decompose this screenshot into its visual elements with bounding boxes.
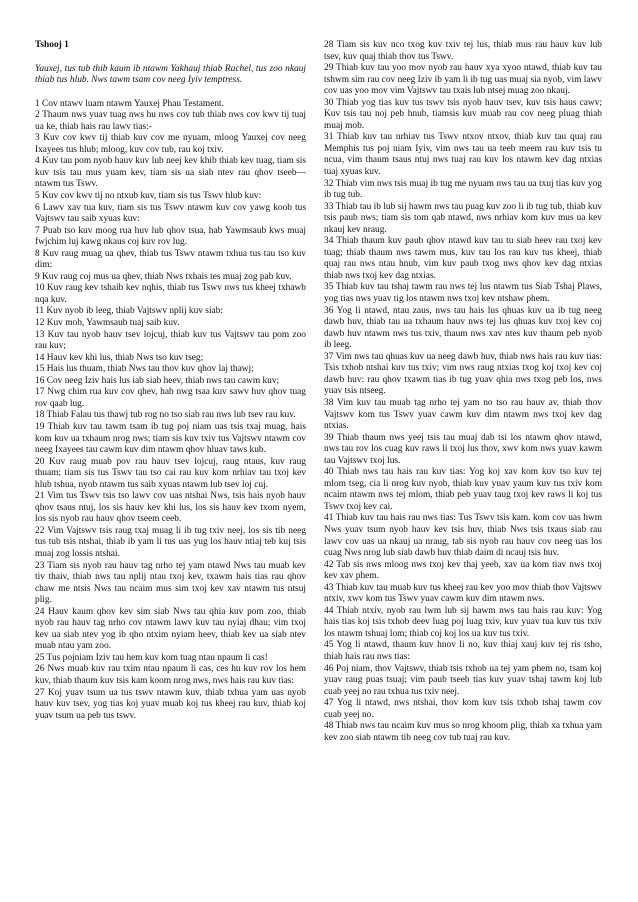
verse: 22 Vim Vajtswv tsis raug txaj muag li ib tug txiv neej, los sis tib neeg tus tub tsis ntshai, thiab ib yam li tus uas yug los hauv ntiaj teb kuj tsis muaj zog lossis ntshai. — [35, 525, 306, 559]
verse: 40 Thiab nws tau hais rau kuv tias: Yog koj xav kom kuv tso kuv tej mlom tseg, cia li nrog kuv nyob, thiab kuv yuav yaum kuv tus txiv kom ncaim ntawm nws tej mlom, thiab peb yuav taug txoj kev raws li koj tus Tswv txoj kev cai. — [324, 467, 602, 512]
verse: 36 Yog li ntawd, ntau zaus, nws tau hais lus qhuas kuv ua ib tug neeg dawb huv, thiab tau ua txhaum hauv nws tej lus qhuas kuv txoj kev coj dawb huv ntawm nws tus txiv, thaum nws xav ntes kuv thaum peb nyob ib leeg. — [324, 305, 602, 351]
verse: 7 Puab tso kuv moog rua huv lub qhov tsua, hab Yawmsaub kws muaj fwjchim luj kawg nkaus coj kuv rov lug. — [35, 225, 306, 248]
verse: 45 Yog li ntawd, thaum kuv hnov li no, kuv thiaj xauj kuv tej ris tsho, thiab hais rau nws tias: — [324, 640, 602, 662]
right-verse-list — [324, 40, 602, 744]
verse: 12 Kuv mob, Yawmsaub tuaj saib kuv. — [35, 318, 180, 329]
verse: 32 Thiab vim nws tsis muaj ib tug me nyuam nws tau ua txuj tias kuv yog ib tug tub. — [324, 178, 602, 201]
verse: 30 Thiab yog tias kuv tus tswv tsis nyob hauv tsev, kuv tsis haus cawv; Kuv tsis tau noj peb hnub, tiamsis kuv muab rau cov neeg pluag thiab muaj mob. — [324, 97, 602, 131]
right-column — [324, 40, 602, 882]
verse: 42 Tab sis nws mloog nws txoj kev thaj yeeb, xav ua kom tiav nws txoj kev xav phem. — [324, 559, 602, 582]
verse: 33 Thiab tau ib lub sij hawm nws tau puag kuv zoo li ib tug tub, thiab kuv tsis paub nws; tiam sis tom qab ntawd, nws nrhiav kom kuv mus ua kev nkauj kev nraug. — [324, 201, 602, 235]
verse: 19 Thiab kuv tau tawm tsam ib tug poj niam uas tsis txaj muag, hais kom kuv ua txhaum nrog nws; tiam sis kuv txiv tus Vajtswv ntawm cov neeg Ixayees tau cawm kuv dim ntawm qhov hluav taws kub. — [35, 421, 306, 456]
verse: 20 Kuv raug muab pov rau hauv tsev lojcuj, raug ntaus, kuv raug thuam; tiam sis tus Tswv tau tso cai rau kuv kom nrhiav tau txoj kev hlub tshua, nyob ntawm tus saib xyuas ntawm lub tsev loj cuj. — [35, 456, 306, 490]
verse: 44 Thiab ntxiv, nyob rau lwm lub sij hawm nws tau hais rau kuv: Yog hais tias koj tsis txhob deev luag poj luag txiv, kuv yuav tua kuv tus txiv los ntawm tshuaj lom; thiab coj koj los ua kuv tus txiv. — [324, 605, 602, 639]
chapter-intro: Yauxej, tus tub thib kaum ib ntawm Yakhauj thiab Rachel, tus zoo nkauj thiab tus hlub. Nws tawm tsam cov neeg Iyiv temptress. — [35, 63, 306, 86]
verse: 11 Kuv nyob ib leeg, thiab Vajtswv nplij kuv siab: — [35, 306, 224, 317]
verse: 4 Kuv tau pom nyob hauv kuv lub neej kev khib thiab kev tuag, tiam sis kuv tsis tau mus yuam kev, tiam sis ua siab ntev rau qhov tseeb—ntawm tus Tswv. — [35, 156, 306, 190]
verse: 43 Thiab kuv tau muab kuv tus kheej rau kev yoo mov thiab thov Vajtswv ntxiv, xwv kom tus Tswv yuav cawm kuv dim ntawm nws. — [324, 582, 602, 605]
verse: 1 Cov ntawv luam ntawm Yauxej Phau Testament. — [35, 98, 224, 109]
verse: 6 Lawv xav tua kuv, tiam sis tus Tswv ntawm kuv cov yawg koob tus Vajtswv tau saib xyuas kuv: — [35, 202, 306, 225]
chapter-title: Tshooj 1 — [35, 40, 69, 50]
verse: 41 Thiab kuv tau hais rau nws tias: Tus Tswv tsis kam. kom cov uas hwm Nws yuav tsum nyob hauv kev tsis huv, thiab Nws tsis txaus siab rau lawv cov uas ua nkauj ua nraug, tab sis nyob rau hauv cov neeg uas los cuag Nws nrog lub siab dawb huv thiab daim di ncauj tsis huv. — [324, 513, 602, 559]
verse: 18 Thiab Falau tus thawj tub rog no tso siab rau nws lub tsev rau kuv. — [35, 410, 296, 421]
verse: 39 Thiab thaum nws yeej tsis tau muaj dab tsi los ntawm qhov ntawd, nws tau rov los cuag kuv raws li txoj lus thov, xwv kom nws yuav kawm tau Vajtswv txoj lus. — [324, 432, 602, 466]
verse: 10 Kuv raug kev tshaib kev nqhis, thiab tus Tswv nws tus kheej txhawb nqa kuv. — [35, 283, 306, 305]
verse: 24 Hauv kaum qhov kev sim siab Nws tau qhia kuv pom zoo, thiab nyob rau hauv tag nrho cov ntawm lawv kuv tau nyiaj dhau; vim txoj kev ua siab ntev yog ib qho ntxim nyiam heev, thiab kev ua siab ntev muab ntau yam zoo. — [35, 606, 306, 652]
verse: 14 Hauv kev khi lus, thiab Nws tso kuv tseg; — [35, 352, 204, 363]
verse: 3 Kuv cov kwv tij thiab kuv cov me nyuam, mloog Yauxej cov neeg Ixayees tus hlub; mloog, kuv cov tub, rau koj txiv. — [35, 133, 306, 155]
verse: 37 Vim nws tau qhuas kuv ua neeg dawb huv, thiab nws hais rau kuv tias: Tsis txhob ntshai kuv tus txiv; vim nws raug ntxias txog koj txoj kev coj dawb huv: rau qhov txawm tias ib tug yuav qhia nws txog peb los, nws yuav tsis ntseeg. — [324, 351, 602, 397]
verse: 27 Koj yuav tsum ua tus tswv ntawm kuv, thiab txhua yam uas nyob hauv kuv tsev, yog tias koj yuav muab koj tus kheej rau kuv, thiab koj yuav tsum ua peb tus tswv. — [35, 687, 306, 721]
verse: 48 Thiab nws tau ncaim kuv mus so nrog khoom plig, thiab xa txhua yam kev zoo siab ntawm tib neeg cov tub tuaj rau kuv. — [324, 721, 602, 743]
verse: 2 Thaum nws yuav tuag nws hu nws cov tub thiab nws cov kwv tij tuaj ua ke, thiab hais rau lawv tias:- — [35, 110, 306, 132]
verse: 35 Thiab kuv tau tshaj tawm rau nws tej lus ntawm tus Siab Tshaj Plaws, yog tias nws yuav tig los ntawm nws txoj kev ntshaw phem. — [324, 282, 602, 305]
verse: 16 Cov neeg Iziv hais lus iab siab heev, thiab nws tau cawm kuv; — [35, 375, 280, 386]
verse: 9 Kuv raug coj mus ua qhev, thiab Nws txhais tes muaj zog pab kuv. — [35, 271, 292, 282]
left-column — [35, 40, 306, 882]
verse: 26 Nws muab kuv rau txim ntau npaum li cas, ces hu kuv rov los hem kuv, thiab thaum kuv tsis kam koom nrog nws, nws hais rau kuv tias: — [35, 664, 306, 686]
verse: 21 Vim tus Tswv tsis tso lawv cov uas ntshai Nws, tsis hais nyob hauv qhov tsaus ntuj, los sis hauv kev khi lus, los sis hauv kev txom nyem, los sis nyob rau hauv qhov tseem ceeb. — [35, 491, 306, 525]
verse: 23 Tiam sis nyob rau hauv tag nrho tej yam ntawd Nws tau muab kev tiv thaiv, thiab nws tau nplij ntau txoj kev, txawm hais tias rau qhov chaw me ntsis Nws tau ncaim mus sim txoj kev xav ntawm tus ntsuj plig. — [35, 560, 306, 606]
verse: 38 Vim kuv tau muab tag nrho tej yam no tso rau hauv av, thiab thov Vajtswv kom tus Tswv yuav cawm kuv dim ntawm nws txoj kev dag ntxias. — [324, 397, 602, 432]
verse: 17 Nwg chim rua kuv cov qhev, hab nwg tsaa kuv sawv huv qhov tuag rov qaab lug. — [35, 387, 306, 409]
verse: 46 Poj niam, thov Vajtswv, thiab tsis txhob ua tej yam phem no, tsam koj yuav raug puas tsuaj; vim paub tseeb tias kuv yuav tshaj tawm koj lub cuab yeej no rau txhua tus txiv neej. — [324, 663, 602, 697]
verse: 31 Thiab kuv tau nrhiav tus Tswv ntxov ntxov, thiab kuv tau quaj rau Memphis tus poj niam Iyiv, vim nws tau ua teeb meem rau kuv tsis tu ncua, vim thaum tsaus ntuj nws tuaj rau kuv los ntawm kev dag ntxias tuaj xyuas kuv. — [324, 132, 602, 178]
verse: 25 Tus pojniam Iziv tau hem kuv kom tuag ntau npaum li cas! — [35, 652, 268, 663]
verse: 34 Thiab thaum kuv paub qhov ntawd kuv tau tu siab heev rau txoj kev tuag; thiab thaum nws tawm mus, kuv tau los rau kuv tus kheej, thiab quaj rau nws ntau hnub, vim kuv paub txog nws qhov kev dag ntxias thiab nws txoj kev dag ntxias. — [324, 236, 602, 281]
verse: 15 Hais lus thuam, thiab Nws tau thov kuv qhov laj thawj; — [35, 364, 254, 375]
verse: 29 Thiab kuv tau yoo mov nyob rau hauv xya xyoo ntawd, thiab kuv tau tshwm sim rau cov neeg Iziv ib yam li ib tug uas muaj sia nyob, vim lawv cov uas yoo mov vim Vajtswv tau txais lub ntsej muag zoo nkauj. — [324, 63, 602, 97]
verse: 47 Yog li ntawd, nws ntshai, thov kom kuv tsis txhob tshaj tawm cov cuab yeej no. — [324, 698, 602, 720]
verse: 5 Kuv cov kwv tij no ntxub kuv, tiam sis tus Tswv hlub kuv: — [35, 191, 262, 202]
verse: 28 Tiam sis kuv nco txog kuv txiv tej lus, thiab mus rau hauv kuv lub tsev, kuv quaj thiab thov tus Tswv. — [324, 40, 602, 62]
left-verse-list — [35, 99, 306, 723]
verse: 8 Kuv raug muag ua qhev, thiab tus Tswv ntawm txhua tus tau tso kuv dim: — [35, 248, 306, 271]
verse: 13 Kuv tau nyob hauv tsev lojcuj, thiab kuv tus Vajtswv tau pom zoo rau kuv; — [35, 329, 306, 352]
